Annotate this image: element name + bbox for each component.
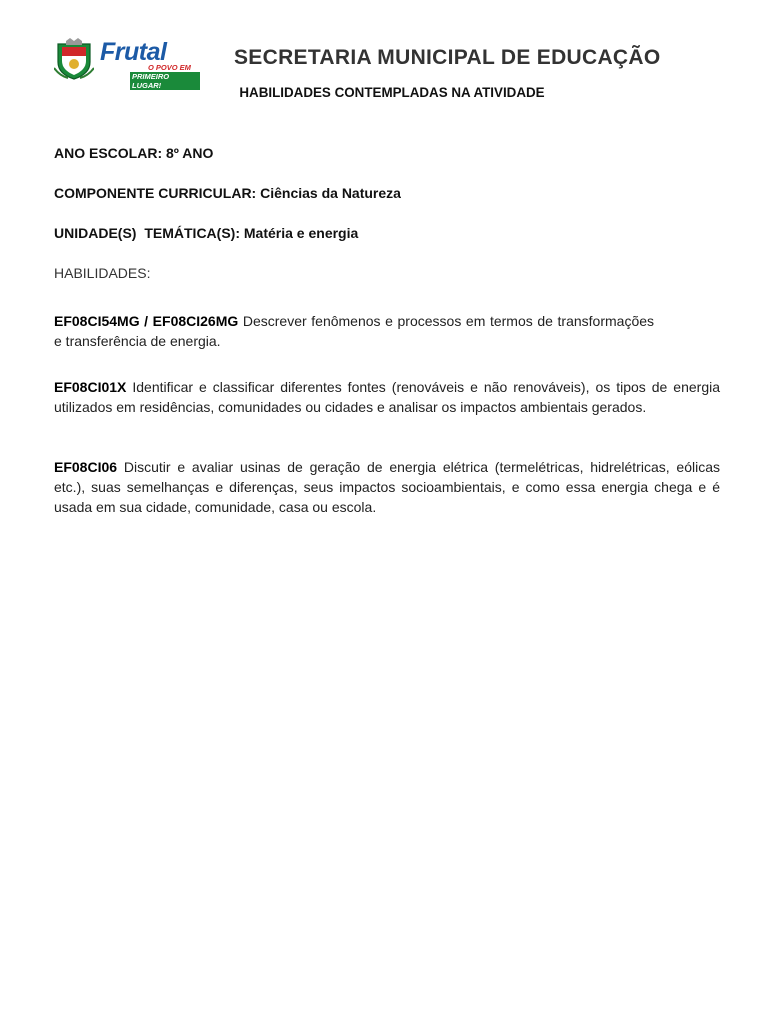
unidade-label: UNIDADE(S) bbox=[54, 225, 137, 241]
skill-item bbox=[54, 311, 654, 351]
skill-code: EF08CI54MG / EF08CI26MG bbox=[54, 313, 239, 329]
subtitle-text: HABILIDADES CONTEMPLADAS NA ATIVIDADE bbox=[239, 85, 545, 100]
unidade-label-2: TEMÁTICA(S): bbox=[144, 225, 240, 241]
ano-escolar: ANO ESCOLAR: 8º ANO bbox=[54, 145, 214, 161]
skill-description: Discutir e avaliar usinas de geração de energia elétrica (termelétricas, hidrelétricas, eólicas etc.), suas semelhanças e diferenças, seus impactos socioambientais, e como essa energia chega e é usada em sua cidade, comunidade, casa ou escola. bbox=[54, 459, 721, 515]
page-title: SECRETARIA MUNICIPAL DE EDUCAÇÃO bbox=[234, 46, 661, 69]
skill-description: Descrever fenômenos e processos em termos de transformações e transferência de energia. bbox=[54, 313, 655, 349]
skill-description: Identificar e classificar diferentes fontes (renováveis e não renováveis), os tipos de energia utilizados em residências, comunidades ou cidades e analisar os impactos ambientais gerados. bbox=[54, 379, 721, 415]
skill-item bbox=[54, 377, 720, 417]
unidade-tematica bbox=[54, 225, 358, 241]
componente-value: Ciências da Natureza bbox=[260, 185, 401, 201]
habilidades-heading: HABILIDADES: bbox=[54, 265, 151, 281]
componente-curricular bbox=[54, 185, 401, 201]
coat-of-arms-icon bbox=[54, 38, 94, 80]
frutal-logo bbox=[54, 36, 200, 90]
page-subtitle bbox=[0, 85, 768, 100]
componente-label: COMPONENTE CURRICULAR: bbox=[54, 185, 257, 201]
unidade-value: Matéria e energia bbox=[243, 225, 359, 241]
logo-slogan-line2: PRIMEIRO LUGAR! bbox=[130, 72, 200, 90]
skill-code: EF08CI06 bbox=[54, 459, 118, 475]
logo-name: Frutal bbox=[100, 38, 167, 66]
frutal-wordmark bbox=[98, 36, 200, 90]
document-header bbox=[54, 34, 714, 90]
skill-item bbox=[54, 457, 720, 517]
skill-code: EF08CI01X bbox=[54, 379, 127, 395]
logo-slogan-line1: O POVO EM bbox=[148, 63, 191, 72]
